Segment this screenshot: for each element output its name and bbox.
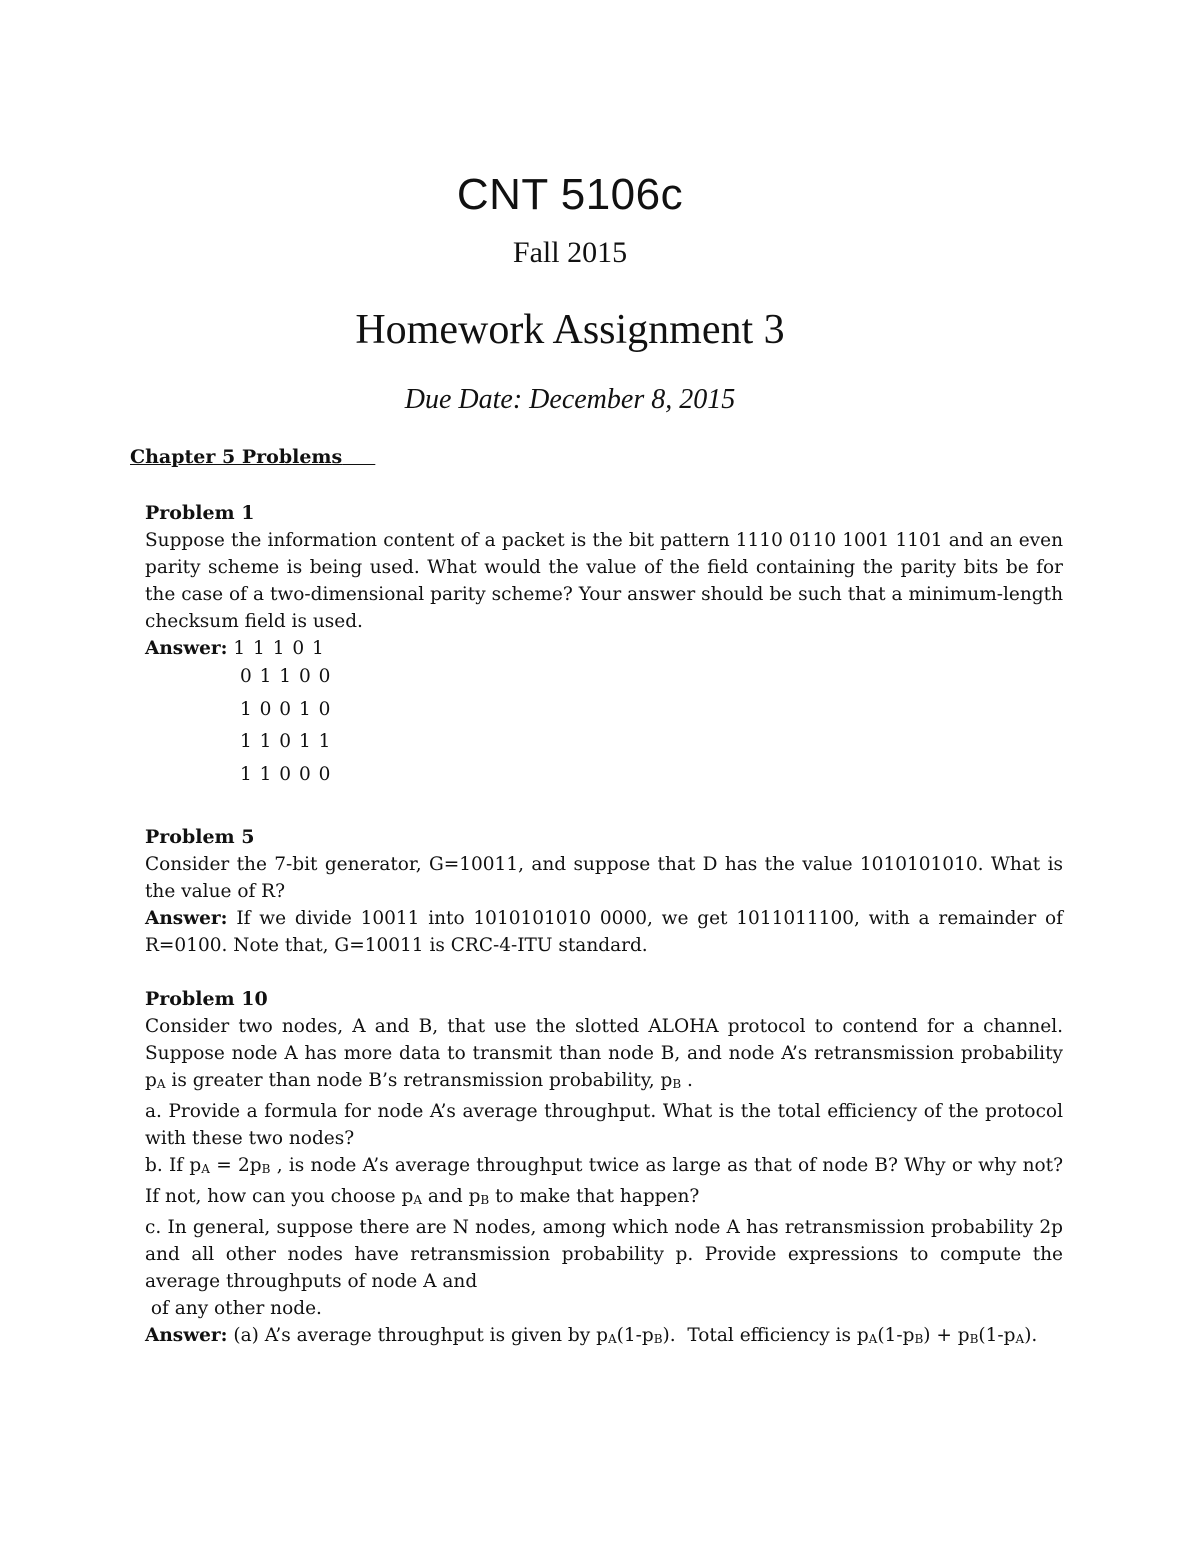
problem-10-part-c: c. In general, suppose there are N nodes, among which node A has retransmission probability 2p and all other nodes have retransmission probability p. Provide expressions to compute the average throughputs of node A and [145,1217,1063,1292]
intro-text: . [681,1070,693,1091]
answer-text: If we divide 10011 into 1010101010 0000, we get 1011011100, with a remainder of R=0100. Note that, G=10011 is CRC-4-ITU standard. [145,908,1064,956]
problem-5 [145,824,1063,959]
symbol: p [660,1070,673,1091]
symbol: p [145,1070,157,1091]
intro-text: Consider two nodes, A and B, that use the slotted ALOHA protocol to contend for a channel. Suppose node A has more data to transmit than node B, and node A’s retransmission probability [145,1016,1063,1064]
problem-1-heading: Problem 1 [145,502,255,524]
part-text: b. If p [145,1155,202,1176]
answer-text: (1-p [978,1325,1016,1346]
term: Fall 2015 [512,236,628,269]
part-text: and p [422,1186,481,1207]
due-date: Due Date: December 8, 2015 [404,384,736,415]
subscript: A [413,1193,423,1207]
problem-10-part-c-tail: of any other node. [145,1298,322,1319]
subscript: B [969,1332,979,1346]
answer-text: ) + p [923,1325,970,1346]
problem-5-answer [145,905,1063,959]
problem-1 [145,500,1063,662]
answer-row: 0 1 1 0 0 [240,666,332,687]
subscript: A [1015,1332,1025,1346]
intro-text: is greater than node B’s retransmission probability, [165,1070,661,1091]
subscript: B [480,1193,490,1207]
problem-10-heading: Problem 10 [145,988,268,1010]
answer-row: 1 1 1 0 1 [233,638,325,659]
answer-text: (1-p [877,1325,915,1346]
problem-10-part-b [145,1152,1063,1214]
answer-row: 1 0 0 1 0 [240,698,332,720]
problem-10-answer [145,1322,1063,1353]
part-text: = 2p [209,1155,262,1176]
document-title: Homework Assignment 3 [355,307,785,353]
answer-row: 1 1 0 0 0 [240,763,332,785]
chapter-heading-text: Chapter 5 Problems [130,446,343,468]
answer-text: (1-p [616,1325,654,1346]
chapter-heading [130,446,375,468]
answer-label: Answer: [145,638,228,659]
subscript: A [201,1162,210,1176]
problem-10 [145,986,1063,1353]
part-text: to make that happen? [489,1186,700,1207]
subscript: A [868,1332,878,1346]
problem-1-text: Suppose the information content of a packet is the bit pattern 1110 0110 1001 1101 and an even parity scheme is being used. What would the value of the field containing the parity bits be for the case of a two-dimensional parity scheme? Your answer should be such that a minimum-length checksum field is used. [145,530,1063,632]
course-code: CNT 5106c [456,170,684,219]
subscript: B [914,1332,924,1346]
answer-label: Answer: [145,1325,228,1346]
problem-10-intro [145,1013,1063,1098]
subscript: A [607,1332,617,1346]
answer-label: Answer: [145,908,228,929]
problem-1-answer [145,635,1063,662]
problem-5-heading: Problem 5 [145,826,255,848]
parity-bits [240,661,331,791]
subscript: B [261,1162,271,1176]
answer-text: ). Total efficiency is p [662,1325,869,1346]
answer-text: (a) A’s average throughput is given by p [227,1325,608,1346]
subscript: B [672,1077,682,1091]
problem-10-part-a: a. Provide a formula for node A’s average throughput. What is the total efficiency of the protocol with these two nodes? [145,1101,1063,1149]
answer-text: ). [1024,1325,1038,1346]
problem-5-text: Consider the 7-bit generator, G=10011, and suppose that D has the value 1010101010. What is the value of R? [145,854,1063,902]
subscript: B [653,1332,663,1346]
subscript: A [156,1077,166,1091]
answer-row: 1 1 0 1 1 [240,731,332,752]
part-text: , is node A’s average throughput twice as large as that of node B? Why or why not? If not, how can you choose p [145,1155,1063,1207]
